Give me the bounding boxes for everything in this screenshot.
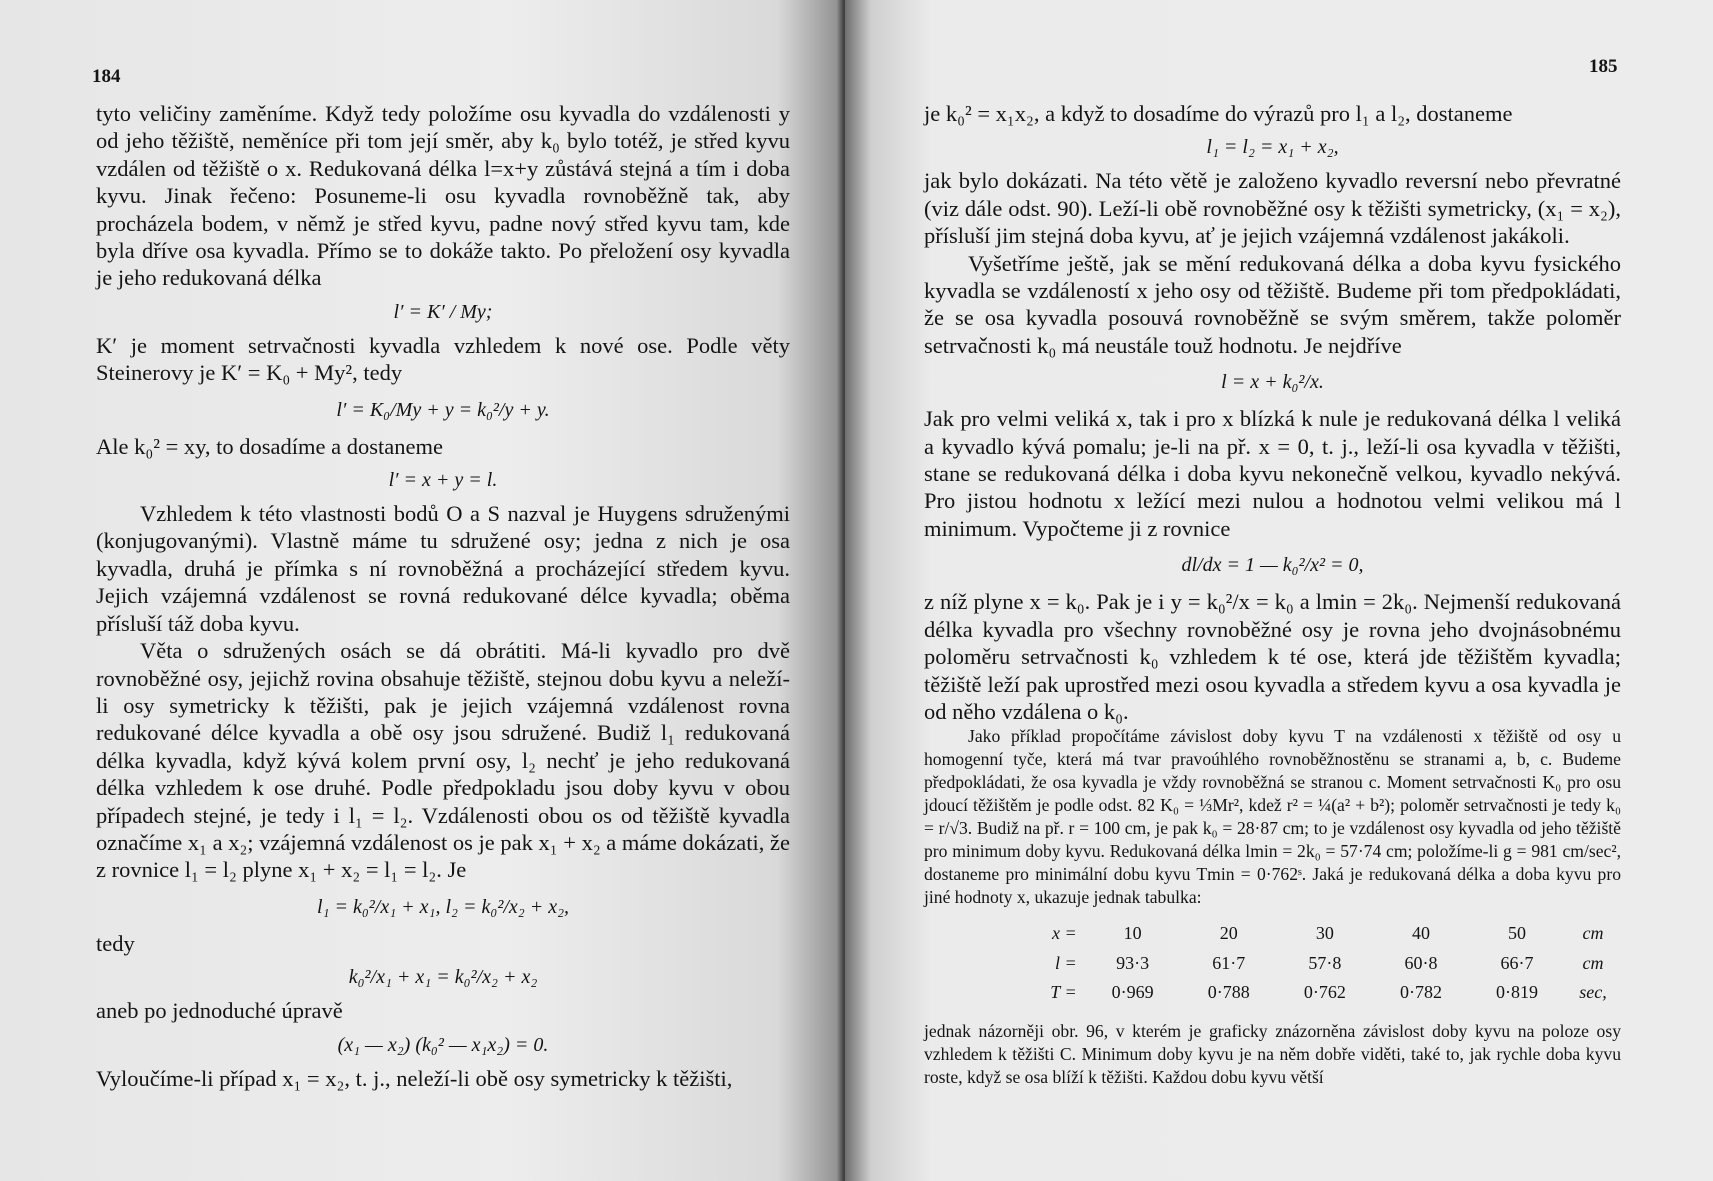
table-unit: cm [1582, 952, 1604, 973]
page-number: 184 [92, 66, 121, 87]
table-cell: 10 [1123, 923, 1142, 944]
table-cell: 60·8 [1404, 952, 1438, 973]
paragraph: jednak názorněji obr. 96, v kterém je graficky znázorněna závislost doby kyvu na poloze osy vzhledem k těžišti C. Minimum doby kyvu je na něm dobře viděti, také to, jak rychle doba kyvu roste, když se osa blíží k těžišti. Každou dobu kyvu větší [924, 1020, 1621, 1087]
paragraph: Vyloučíme-li případ x₁ = x₂, t. j., neleží-li obě osy symetricky k těžišti, [96, 1065, 733, 1091]
table-cell: 20 [1219, 923, 1238, 944]
table-cell: 61·7 [1212, 952, 1246, 973]
equation: l′ = K₀/My + y = k₀²/y + y. [336, 398, 550, 421]
equation: l′ = K′ / My; [393, 300, 493, 323]
paragraph: Jak pro velmi veliká x, tak i pro x blízká k nule je redukovaná délka l veliká a kyvadlo kývá pomalu; je-li na př. x = 0, t. j., leží-li osa kyvadla v těžišti, stane se redukovaná délka i doba kyvu nekonečně velkou, kyvadlo nekývá. Pro jistou hodnotu x ležící mezi nulou a hodnotou velmi velikou má l minimum. Vypočteme ji z rovnice [924, 406, 1621, 541]
equation: l₁ = l₂ = x₁ + x₂, [1206, 136, 1339, 159]
right-page [845, 0, 1713, 1181]
table-cell: 30 [1315, 923, 1334, 944]
table-cell: 57·8 [1308, 952, 1342, 973]
table-row-label: l = [1054, 952, 1077, 973]
paragraph: jak bylo dokázati. Na této větě je založeno kyvadlo reversní nebo převratné (viz dále odst. 90). Leží-li obě rovnoběžné osy k těžišti symetricky, (x₁ = x₂), přísluší jim stejná doba kyvu, ať je jejich vzájemná vzdálenost jakákoli. [924, 168, 1621, 249]
paragraph: je k₀² = x₁x₂, a když to dosadíme do výrazů pro l₁ a l₂, dostaneme [924, 101, 1513, 126]
table-cell: 93·3 [1116, 952, 1150, 973]
table-row-label: x = [1051, 923, 1077, 944]
table-unit: cm [1582, 923, 1604, 944]
table-cell: 66·7 [1500, 952, 1534, 973]
paragraph: tedy [96, 930, 135, 956]
paragraph: Ale k₀² = xy, to dosadíme a dostaneme [96, 433, 443, 459]
equation: l′ = x + y = l. [388, 469, 498, 492]
equation: l = x + k₀²/x. [1221, 371, 1324, 394]
table-row [1014, 949, 1621, 978]
equation: k₀²/x₁ + x₁ = k₀²/x₂ + x₂ [348, 966, 538, 989]
table-cell: 40 [1411, 923, 1430, 944]
paragraph: Jako příklad propočítáme závislost doby kyvu T na vzdálenosti x těžiště od osy u homogenní tyče, která má tvar pravoúhlého rovnoběžnostěnu se stranami a, b, c. Budeme předpokládati, že osa kyvadla je vždy rovnoběžná se stranou c. Moment setrvačnosti K₀ pro osu jdoucí těžištěm je podle odst. 82 K₀ = ⅓Mr², kdež r² = ¼(a² + b²); poloměr setrvačnosti je tedy k₀ = r/√3. Budiž na př. r = 100 cm, je pak k₀ = 28·87 cm; to je vzdálenost osy kyvadla od jeho těžiště pro minimum doby kyvu. Redukovaná délka lmin = 2k₀ = 57·74 cm; položíme-li g = 981 cm/sec², dostaneme pro minimální dobu kyvu Tmin = 0·762ˢ. Jaká je redukovaná délka a doba kyvu pro jiné hodnoty x, ukazuje jednak tabulka: [924, 726, 1621, 908]
right-text-column [924, 100, 1621, 1089]
equation: dl/dx = 1 — k₀²/x² = 0, [1181, 554, 1364, 577]
table-row [1014, 978, 1621, 1007]
table-cell: 0·819 [1496, 982, 1539, 1003]
table-cell: 0·969 [1111, 982, 1154, 1003]
left-text-column [96, 100, 790, 1092]
values-table [924, 919, 1621, 1007]
values-table-grid [1014, 919, 1621, 1007]
table-unit: sec, [1579, 982, 1607, 1003]
table-cell: 0·762 [1303, 982, 1346, 1003]
equation: l₁ = k₀²/x₁ + x₁, l₂ = k₀²/x₂ + x₂, [316, 895, 570, 918]
paragraph: z níž plyne x = k₀. Pak je i y = k₀²/x = k₀ a lmin = 2k₀. Nejmenší redukovaná délka kyvadla pro všechny rovnoběžné osy je rovna jeho dvojnásobnému poloměru setrvačnosti k₀ vzhledem k té ose, která jde těžištěm kyvadla; těžiště leží pak uprostřed mezi osou kyvadla a středem kyvu a osa kyvadla je od něho vzdálena o k₀. [924, 589, 1621, 724]
paragraph: tyto veličiny zaměníme. Když tedy položíme osu kyvadla do vzdálenosti y od jeho těžiště, neměníce při tom její směr, aby k₀ bylo totéž, je střed kyvu vzdálen od těžiště o x. Redukovaná délka l=x+y zůstává stejná a tím i doba kyvu. Jinak řečeno: Posuneme-li osu kyvadla rovnoběžně tak, aby procházela bodem, v němž je střed kyvu, padne nový střed kyvu tam, kde byla dříve osa kyvadla. Přímo se to dokáže takto. Po přeložení osy kyvadla je jeho redukovaná délka [96, 101, 790, 291]
table-cell: 0·788 [1207, 982, 1250, 1003]
table-row-label: T = [1050, 982, 1077, 1003]
paragraph: Vyšetříme ještě, jak se mění redukovaná délka a doba kyvu fysického kyvadla se vzdáleností x jeho osy od těžiště. Budeme při tom předpokládati, že se osa kyvadla posouvá rovnoběžně se svým směrem, takže poloměr setrvačnosti k₀ má neustále touž hodnotu. Je nejdříve [924, 250, 1621, 358]
paragraph: K′ je moment setrvačnosti kyvadla vzhledem k nové ose. Podle věty Steinerovy je K′ = K₀ + My², tedy [96, 332, 790, 386]
paragraph: Věta o sdružených osách se dá obrátiti. Má-li kyvadlo pro dvě rovnoběžné osy, jejichž rovina obsahuje těžiště, stejnou dobu kyvu a neleží-li osy symetricky k těžišti, pak je jejich vzájemná vzdálenost rovna redukované délce kyvadla a obě osy jsou sdružené. Budiž l₁ redukovaná délka kyvadla, když kývá kolem první osy, l₂ nechť je jeho redukovaná délka vzhledem k ose druhé. Podle předpokladu jsou doby kyvu v obou případech stejné, je tedy i l₁ = l₂. Vzdálenosti obou os od těžiště kyvadla označíme x₁ a x₂; vzájemná vzdálenost os je pak x₁ + x₂ a máme dokázati, že z rovnice l₁ = l₂ plyne x₁ + x₂ = l₁ = l₂. Je [96, 638, 790, 883]
page-number: 185 [1589, 56, 1618, 77]
table-cell: 50 [1508, 923, 1527, 944]
left-page [0, 0, 845, 1181]
equation: (x₁ — x₂) (k₀² — x₁x₂) = 0. [337, 1033, 549, 1056]
table-row [1014, 919, 1621, 948]
table-cell: 0·782 [1399, 982, 1442, 1003]
paragraph: Vzhledem k této vlastnosti bodů O a S nazval je Huygens sdruženými (konjugovanými). Vlastně máme tu sdružené osy; jedna z nich je osa kyvadla, druhá je přímka s ní rovnoběžná a procházející středem kyvu. Jejich vzájemná vzdálenost se rovná redukované délce kyvadla; oběma přísluší táž doba kyvu. [96, 501, 790, 636]
paragraph: aneb po jednoduché úpravě [96, 998, 343, 1024]
